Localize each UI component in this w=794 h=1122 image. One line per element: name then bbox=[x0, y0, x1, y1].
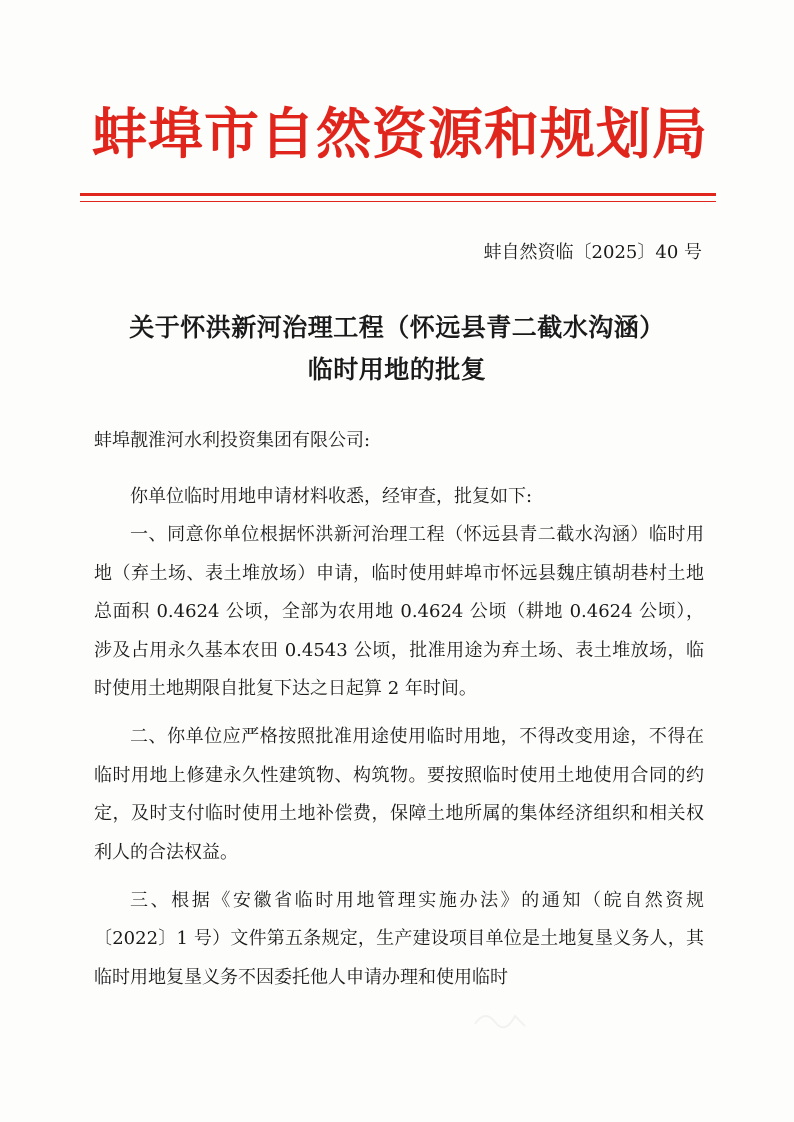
addressee: 蚌埠靓淮河水利投资集团有限公司: bbox=[94, 430, 371, 451]
body-paragraph-item-3: 三、根据《安徽省临时用地管理实施办法》的通知（皖自然资规〔2022〕1 号）文件第五条规定，生产建设项目单位是土地复垦义务人，其临时用地复垦义务不因委托他人申请办理和使用临时 bbox=[94, 890, 704, 988]
body-paragraph-item-1: 一、同意你单位根据怀洪新河治理工程（怀远县青二截水沟涵）临时用地（弃土场、表土堆放场）申请，临时使用蚌埠市怀远县魏庄镇胡巷村土地总面积 0.4624 公顷，全部为农用地 0.4624 公顷（耕地 0.4624 公顷），涉及占用永久基本农田 0.4543 公顷，批准用途为弃土场、表土堆放场，临时使用土地期限自批复下达之日起算 2 年时间。 bbox=[94, 524, 704, 700]
red-header-rule-thin bbox=[80, 201, 716, 202]
body-paragraph-item-2: 二、你单位应严格按照批准用途使用临时用地，不得改变用途，不得在临时用地上修建永久性建筑物、构筑物。要按照临时使用土地使用合同的约定，及时支付临时使用土地补偿费，保障土地所属的集体经济组织和相关权利人的合法权益。 bbox=[94, 726, 704, 863]
faint-stamp-mark-icon bbox=[470, 1004, 530, 1034]
red-header-rule-thick bbox=[80, 193, 716, 196]
body-paragraph-intro: 你单位临时用地申请材料收悉，经审查，批复如下: bbox=[130, 486, 533, 507]
document-number: 蚌自然资临〔2025〕40 号 bbox=[483, 242, 702, 263]
document-title-line-2: 临时用地的批复 bbox=[307, 355, 487, 384]
agency-header-title: 蚌埠市自然资源和规划局 bbox=[91, 101, 708, 166]
document-title-line-1: 关于怀洪新河治理工程（怀远县青二截水沟涵） bbox=[129, 313, 665, 342]
document-body bbox=[94, 478, 704, 997]
